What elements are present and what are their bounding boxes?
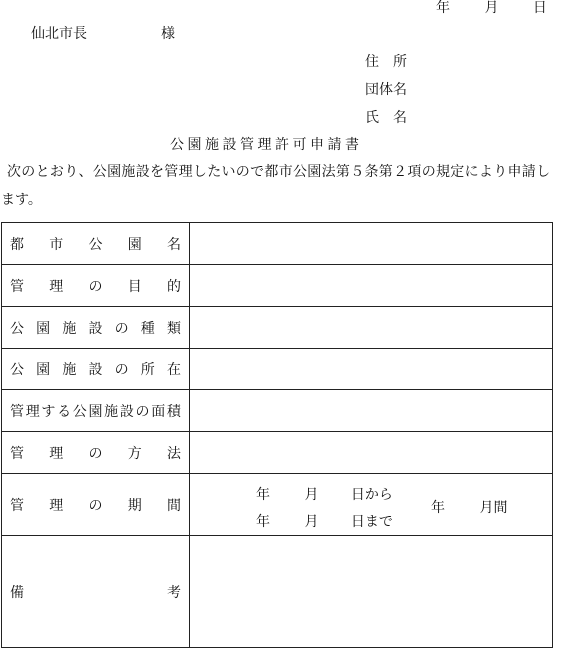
body-text-line1: 次のとおり、公園施設を管理したいので都市公園法第５条第２項の規定により申請し (7, 164, 551, 180)
value-cell-purpose[interactable] (190, 265, 553, 307)
row-label-char: の (114, 320, 129, 337)
row-label-char: 種 (140, 320, 155, 337)
row-label-char: 在 (166, 362, 181, 378)
label-cell (2, 432, 190, 474)
row-label-char: 園 (88, 403, 103, 420)
label-cell (2, 390, 190, 432)
value-cell-method[interactable] (190, 432, 553, 474)
row-label-char: 施 (104, 403, 119, 420)
table-row (2, 265, 553, 307)
row-label (10, 234, 181, 254)
row-label-char: 公 (10, 362, 24, 378)
row-label-char: の (88, 497, 103, 514)
row-label-char: 公 (10, 320, 24, 337)
row-label-char: 園 (36, 362, 51, 378)
row-label-char: 面 (151, 403, 166, 420)
row-label-char: 施 (62, 320, 77, 337)
row-label-char: る (57, 403, 72, 420)
row-label-char: 期 (127, 497, 142, 514)
table-row (2, 307, 553, 349)
row-label-char: 所 (140, 362, 155, 378)
row-label (10, 443, 181, 463)
row-label-char: 理 (49, 445, 64, 462)
label-cell (2, 349, 190, 390)
label-cell (2, 223, 190, 265)
period-from-year: 年 (256, 487, 270, 503)
row-label-char: 的 (167, 278, 181, 295)
row-label (10, 582, 181, 602)
period-to (256, 511, 393, 531)
row-label-char: 管 (10, 403, 24, 420)
label-cell (2, 265, 190, 307)
row-label-char: 園 (127, 236, 142, 253)
row-label-char: の (88, 278, 103, 295)
table-row (2, 349, 553, 390)
row-label-char: 法 (167, 445, 181, 462)
row-label-char: 管 (10, 445, 24, 462)
period-to-month: 月 (304, 514, 319, 530)
label-cell (2, 307, 190, 349)
application-table (1, 222, 553, 648)
row-label-char: 理 (49, 497, 64, 514)
row-label-char: 間 (167, 497, 181, 514)
row-label-char: 理 (49, 278, 64, 295)
value-cell-location[interactable] (190, 349, 553, 390)
row-label (10, 318, 181, 338)
row-label-char: 公 (88, 236, 103, 253)
row-label-char: 設 (88, 362, 103, 378)
applicant-group-label: 団体名 (365, 82, 407, 98)
period-from (256, 484, 393, 504)
date-month: 月 (484, 0, 499, 16)
table-row (2, 432, 553, 474)
row-label-char: 公 (72, 403, 87, 420)
period-span (431, 497, 507, 517)
period-span-year: 年 (431, 500, 445, 516)
row-label (10, 495, 181, 515)
label-cell (2, 474, 190, 536)
row-label-char: の (88, 445, 103, 462)
value-cell-period[interactable] (190, 474, 553, 536)
row-label-char: 目 (127, 278, 142, 295)
table-row (2, 223, 553, 265)
value-cell-remarks[interactable] (190, 536, 553, 648)
row-label-char: 設 (88, 320, 103, 337)
row-label-char: 設 (119, 403, 134, 420)
date-year: 年 (436, 0, 450, 16)
row-label-char: 積 (166, 403, 181, 420)
period-to-year: 年 (256, 514, 270, 530)
period-span-month: 月間 (479, 500, 508, 516)
row-label-char: 園 (36, 320, 51, 337)
row-label-char: 都 (10, 236, 24, 253)
addressee-mayor: 仙北市長 (31, 26, 87, 42)
row-label-char: 備 (10, 584, 24, 601)
table-row (2, 390, 553, 432)
row-label-char: 施 (62, 362, 77, 378)
date-line (436, 0, 547, 16)
row-label-char: 市 (49, 236, 64, 253)
applicant-name-label: 氏 名 (365, 110, 407, 126)
row-label-char: の (114, 362, 129, 378)
table-row (2, 536, 553, 648)
row-label-char: 名 (167, 236, 181, 253)
row-label-char: 理 (25, 403, 40, 420)
row-label-char: 考 (167, 584, 181, 601)
row-label-char: 管 (10, 497, 24, 514)
period-from-month: 月 (304, 487, 319, 503)
row-label-char: 管 (10, 278, 24, 295)
row-label (10, 359, 181, 379)
table-row (2, 474, 553, 536)
label-cell (2, 536, 190, 648)
addressee-sama: 様 (161, 26, 175, 42)
value-cell-area[interactable] (190, 390, 553, 432)
row-label (10, 401, 181, 421)
period-to-day: 日まで (350, 514, 393, 530)
row-label-char: 類 (166, 320, 181, 337)
applicant-address-label: 住 所 (365, 54, 407, 70)
period-from-day: 日から (350, 487, 393, 503)
date-day: 日 (532, 0, 547, 16)
body-text-line2: ます。 (1, 192, 42, 208)
document-title: 公園施設管理許可申請書 (170, 137, 363, 153)
value-cell-facility-type[interactable] (190, 307, 553, 349)
value-cell-park-name[interactable] (190, 223, 553, 265)
row-label-char: 方 (127, 445, 142, 462)
row-label-char: の (135, 403, 150, 420)
row-label-char: す (41, 403, 56, 420)
row-label (10, 276, 181, 296)
